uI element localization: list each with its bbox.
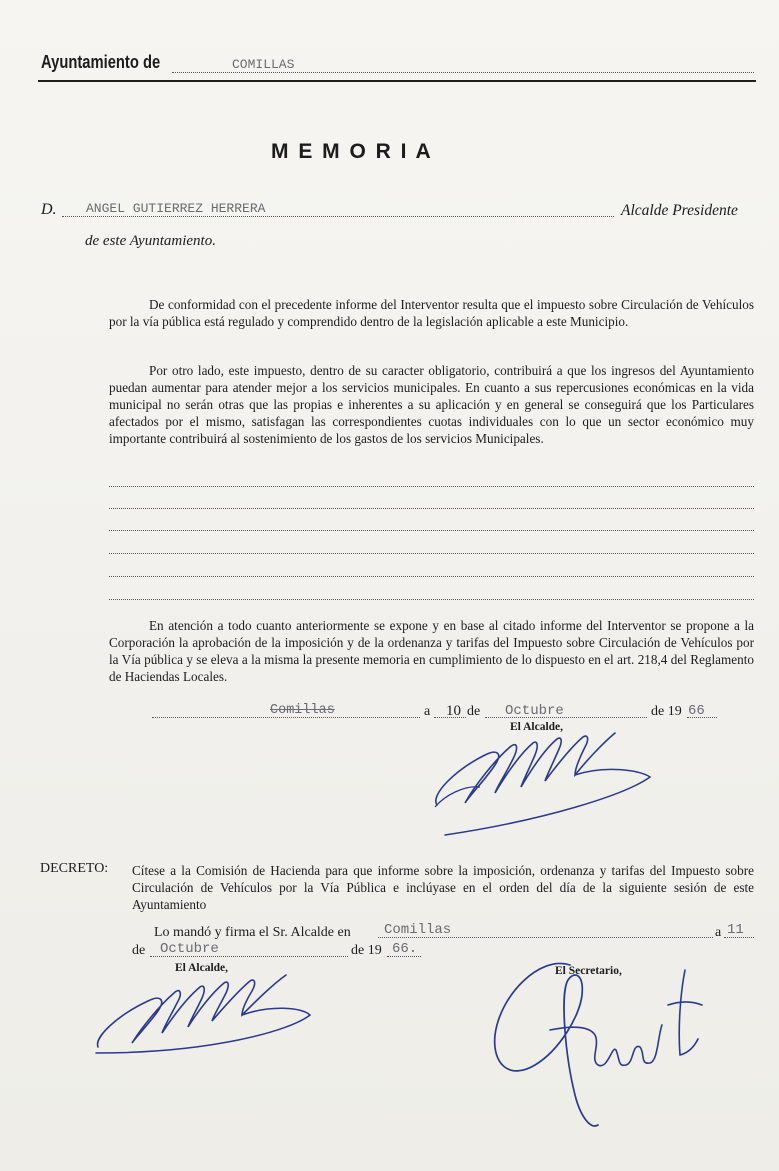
document-title: M E M O R I A	[271, 140, 433, 163]
date-day: 10	[446, 703, 461, 719]
date-de2: de 19	[651, 704, 682, 719]
date-month: Octubre	[505, 703, 564, 719]
blank-line-1	[109, 486, 754, 487]
mayor-prefix: D.	[41, 201, 57, 218]
alcalde-signer-label: El Alcalde,	[510, 721, 564, 733]
date-de1: de	[467, 704, 481, 719]
mayor-signature-2	[90, 965, 320, 1065]
paragraph-1-text: De conformidad con el precedente informe del Interventor resulta que el impuesto sobre Circulación de Vehículos por la vía pública está regulado y comprendido dentro de la legislación aplicable a este Municipio.	[109, 297, 754, 329]
header-dotted-line	[172, 72, 754, 73]
mayor-role: Alcalde Presidente	[621, 202, 738, 219]
blank-line-3	[109, 530, 754, 531]
paragraph-2-text: Por otro lado, este impuesto, dentro de su caracter obligatorio, contribuirá a que los ingresos del Ayuntamiento puedan aumentar para atender mejor a los servicios municipales. En cuanto a sus repercusiones económicas en la vida municipal no serán otras que las propias e inherentes a su aplicación y en general se conseguirá que los Particulares afectados por el mismo, satisfagan las correspondientes cuotas individuales con lo que un sector económico muy importante contribuirá al sostenimiento de los gastos de los servicios Municipales.	[109, 363, 754, 446]
paragraph-3	[109, 617, 754, 687]
mayor-signature-1	[425, 725, 665, 840]
date-a: a	[424, 704, 431, 719]
blank-line-2	[109, 508, 754, 509]
mando-text: Lo mandó y firma el Sr. Alcalde en	[154, 925, 351, 940]
header-label: Ayuntamiento de	[41, 52, 161, 72]
decreto-label: DECRETO:	[40, 861, 109, 876]
date-place: Comillas	[270, 703, 335, 718]
blank-line-6	[109, 599, 754, 600]
mando-de1: de	[132, 943, 146, 958]
mando-year: 66.	[392, 941, 418, 957]
mando-day: 11	[727, 922, 744, 938]
decreto-alcalde-label: El Alcalde,	[175, 962, 229, 974]
mando-month: Octubre	[160, 941, 219, 957]
mando-de2: de 19	[351, 943, 382, 958]
mayor-name: ANGEL GUTIERREZ HERRERA	[86, 201, 266, 216]
decreto-secretario-label: El Secretario,	[555, 965, 622, 977]
date-year: 66	[688, 703, 705, 719]
decreto-text: Cítese a la Comisión de Hacienda para que informe sobre la imposición, ordenanza y tarifas del Impuesto sobre Circulación de Vehículos por la Vía Pública e inclúyase en el orden del día de la siguiente sesión de este Ayuntamiento	[132, 863, 754, 912]
signature-drawing-3	[480, 935, 720, 1135]
paragraph-3-text: En atención a todo cuanto anteriormente se expone y en base al citado informe del Interventor se propone a la Corporación la aprobación de la imposición y de la ordenanza y tarifas del Impuesto sobre Circulación de Vehículos por la Vía pública y se eleva a la misma la presente memoria en cumplimiento de lo dispuesto en el art. 218,4 del Reglamento de Haciendas Locales.	[109, 618, 754, 684]
mando-a: a	[715, 925, 722, 940]
paragraph-1	[109, 296, 754, 348]
secretary-signature	[480, 935, 720, 1135]
signature-drawing-2	[90, 965, 320, 1065]
header-rule	[38, 80, 756, 82]
paragraph-2	[109, 362, 754, 466]
blank-line-4	[109, 553, 754, 554]
mayor-continuation: de este Ayuntamiento.	[85, 233, 216, 249]
mando-place: Comillas	[384, 922, 452, 938]
blank-line-5	[109, 576, 754, 577]
signature-drawing	[425, 725, 665, 840]
mayor-dotted-line	[62, 216, 614, 217]
header-municipality: COMILLAS	[232, 57, 295, 72]
